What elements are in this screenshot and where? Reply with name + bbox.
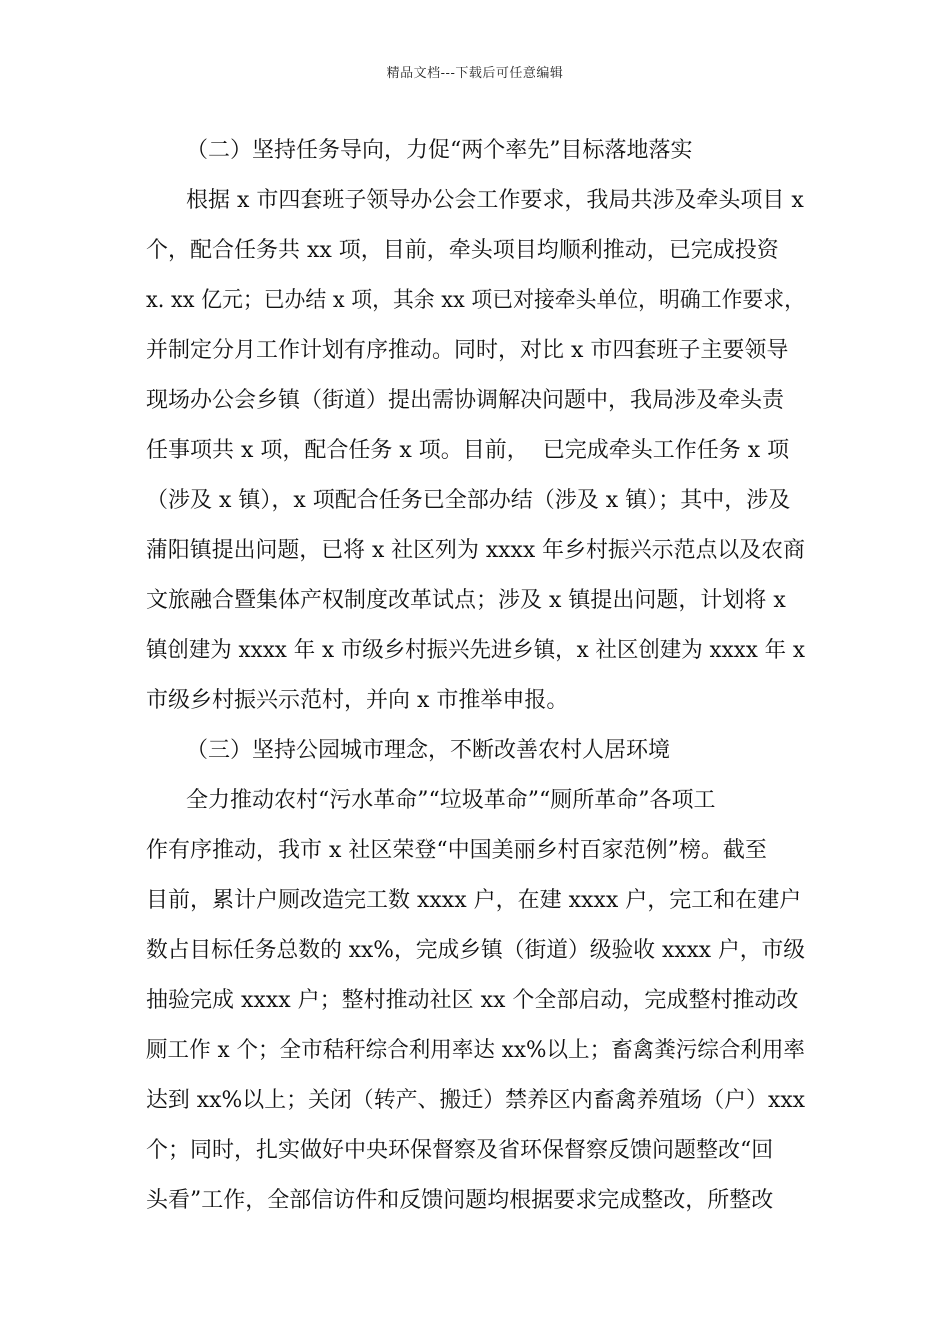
- line-text: 任事项共 x 项，配合任务 x 项。目前， 已完成牵头工作任务 x 项: [146, 438, 790, 463]
- paragraph-line: [0, 1133, 950, 1169]
- line-text: 根据 x 市四套班子领导办公会工作要求，我局共涉及牵头项目 x: [186, 188, 804, 213]
- paragraph-line: [0, 483, 950, 519]
- line-text: 文旅融合暨集体产权制度改革试点；涉及 x 镇提出问题，计划将 x: [146, 588, 786, 613]
- section-heading-2: [0, 133, 950, 169]
- line-text: 头看”工作，全部信访件和反馈问题均根据要求完成整改，所整改: [146, 1188, 774, 1213]
- paragraph-line: [0, 783, 950, 819]
- line-text: x. xx 亿元；已办结 x 项，其余 xx 项已对接牵头单位，明确工作要求，: [146, 288, 805, 313]
- line-text: 作有序推动，我市 x 社区荣登“中国美丽乡村百家范例”榜。截至: [146, 838, 767, 863]
- line-text: 达到 xx%以上；关闭（转产、搬迁）禁养区内畜禽养殖场（户）xxx: [146, 1088, 806, 1113]
- paragraph-line: [0, 983, 950, 1019]
- paragraph-line: [0, 233, 950, 269]
- line-text: 并制定分月工作计划有序推动。同时，对比 x 市四套班子主要领导: [146, 338, 789, 363]
- heading-text: （三）坚持公园城市理念，不断改善农村人居环境: [186, 738, 671, 763]
- section-heading-3: [0, 733, 950, 769]
- paragraph-line: [0, 583, 950, 619]
- header-text: 精品文档---下载后可任意编辑: [386, 66, 564, 81]
- paragraph-line: [0, 933, 950, 969]
- page-header: [0, 64, 950, 84]
- paragraph-line: [0, 383, 950, 419]
- line-text: 现场办公会乡镇（街道）提出需协调解决问题中，我局涉及牵头责: [146, 388, 785, 413]
- line-text: 个，配合任务共 xx 项，目前，牵头项目均顺利推动，已完成投资: [146, 238, 779, 263]
- paragraph-line: [0, 883, 950, 919]
- paragraph-line: [0, 183, 950, 219]
- line-text: 市级乡村振兴示范村，并向 x 市推举申报。: [146, 688, 569, 713]
- line-text: 蒲阳镇提出问题，已将 x 社区列为 xxxx 年乡村振兴示范点以及农商: [146, 538, 805, 563]
- paragraph-line: [0, 1083, 950, 1119]
- paragraph-line: [0, 333, 950, 369]
- paragraph-line: [0, 833, 950, 869]
- paragraph-line: [0, 1033, 950, 1069]
- paragraph-line: [0, 683, 950, 719]
- paragraph-line: [0, 1183, 950, 1219]
- line-text: 目前，累计户厕改造完工数 xxxx 户，在建 xxxx 户，完工和在建户: [146, 888, 802, 913]
- paragraph-line: [0, 633, 950, 669]
- line-text: 个；同时，扎实做好中央环保督察及省环保督察反馈问题整改“回: [146, 1138, 774, 1163]
- line-text: 镇创建为 xxxx 年 x 市级乡村振兴先进乡镇，x 社区创建为 xxxx 年 x: [146, 638, 805, 663]
- paragraph-line: [0, 433, 950, 469]
- line-text: 数占目标任务总数的 xx%，完成乡镇（街道）级验收 xxxx 户，市级: [146, 938, 806, 963]
- paragraph-line: [0, 283, 950, 319]
- line-text: （涉及 x 镇），x 项配合任务已全部办结（涉及 x 镇）；其中，涉及: [146, 488, 791, 513]
- heading-text: （二）坚持任务导向，力促“两个率先”目标落地落实: [186, 138, 693, 163]
- line-text: 抽验完成 xxxx 户；整村推动社区 xx 个全部启动，完成整村推动改: [146, 988, 799, 1013]
- paragraph-line: [0, 533, 950, 569]
- line-text: 厕工作 x 个；全市秸秆综合利用率达 xx%以上；畜禽粪污综合利用率: [146, 1038, 805, 1063]
- line-text: 全力推动农村“污水革命”“垃圾革命”“厕所革命”各项工: [186, 788, 716, 813]
